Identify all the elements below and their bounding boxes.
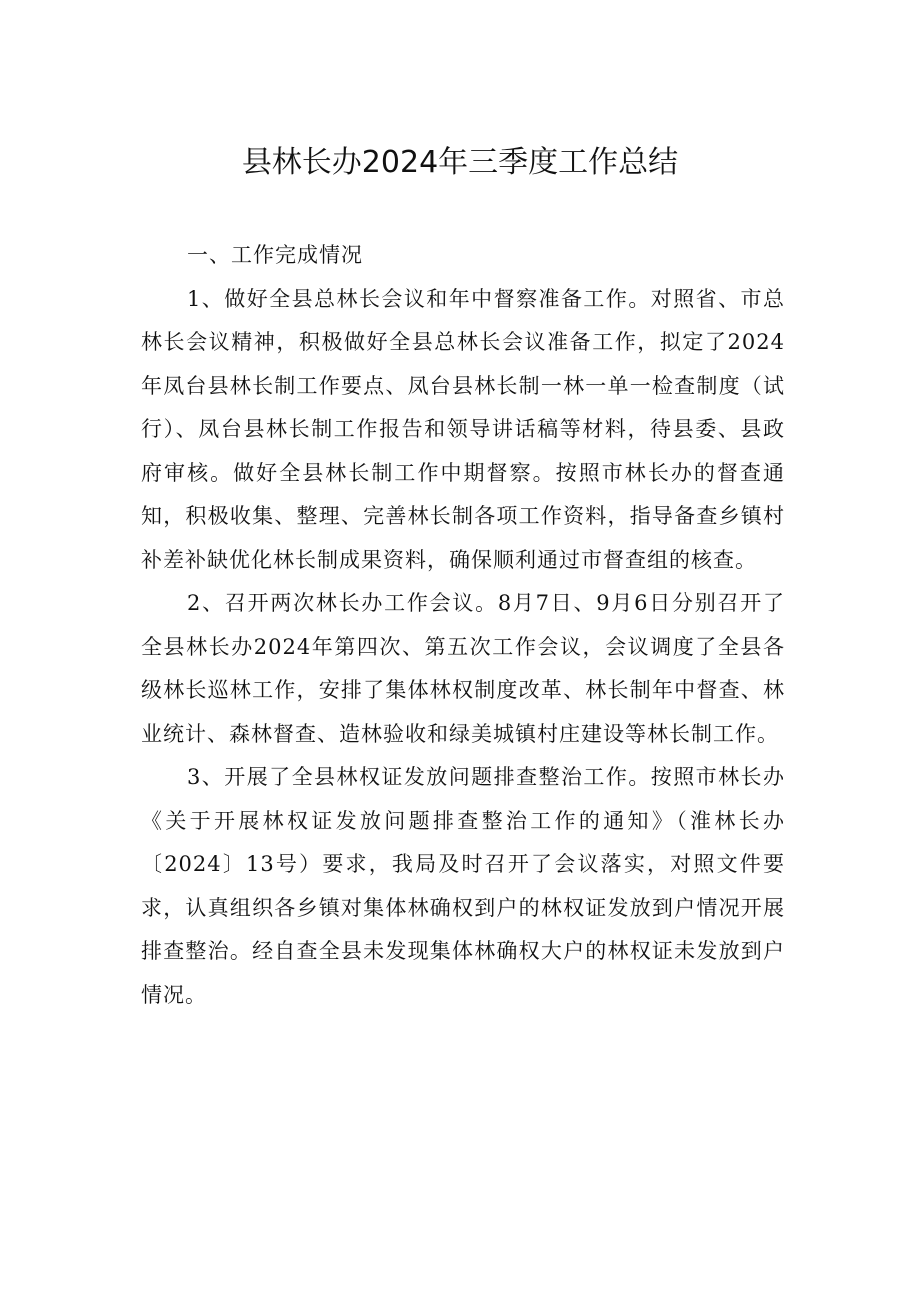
document-body: [141, 234, 785, 1017]
document-title: 县林长办2024年三季度工作总结: [241, 145, 679, 180]
paragraph-1: 1、做好全县总林长会议和年中督察准备工作。对照省、市总林长会议精神，积极做好全县总林长会议准备工作，拟定了2024年凤台县林长制工作要点、凤台县林长制一林一单一检查制度（试行）、凤台县林长制工作报告和领导讲话稿等材料，待县委、县政府审核。做好全县林长制工作中期督察。按照市林长办的督查通知，积极收集、整理、完善林长制各项工作资料，指导备查乡镇村补差补缺优化林长制成果资料，确保顺利通过市督查组的核查。: [141, 286, 785, 572]
paragraph-3: 3、开展了全县林权证发放问题排查整治工作。按照市林长办《关于开展林权证发放问题排查整治工作的通知》（淮林长办〔2024〕13号）要求，我局及时召开了会议落实，对照文件要求，认真组织各乡镇对集体林确权到户的林权证发放到户情况开展排查整治。经自查全县未发现集体林确权大户的林权证未发放到户情况。: [141, 765, 785, 1007]
paragraph-2: 2、召开两次林长办工作会议。8月7日、9月6日分别召开了全县林长办2024年第四次、第五次工作会议，会议调度了全县各级林长巡林工作，安排了集体林权制度改革、林长制年中督查、林业统计、森林督查、造林验收和绿美城镇村庄建设等林长制工作。: [141, 591, 785, 746]
section-heading: 一、工作完成情况: [187, 243, 363, 267]
